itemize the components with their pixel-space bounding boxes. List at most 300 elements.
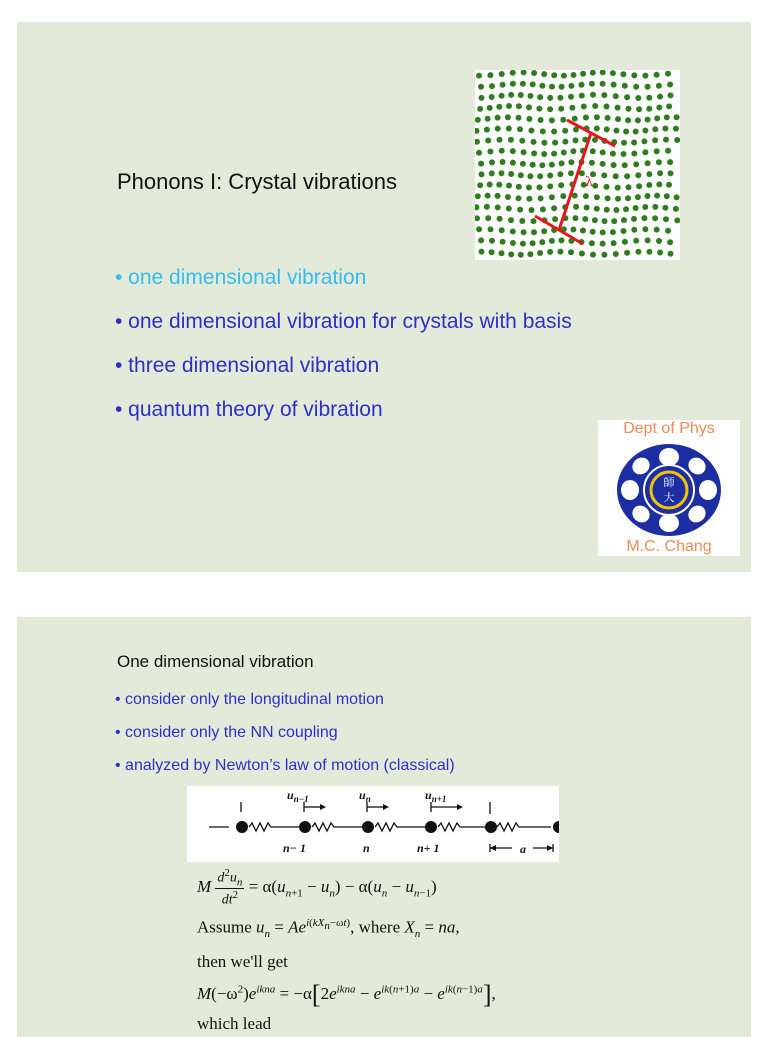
atom-dot	[573, 137, 579, 143]
atom-dot	[624, 173, 630, 179]
atom-dot	[589, 81, 595, 87]
atom-dot	[622, 83, 628, 89]
atom-dot	[510, 81, 516, 87]
atom-dot	[642, 128, 648, 134]
atom-dot	[506, 103, 512, 109]
atom-dot	[610, 229, 616, 235]
atom-dot	[510, 70, 516, 76]
atom-dot	[642, 226, 648, 232]
atom-dot	[590, 92, 596, 98]
atom-dot	[594, 206, 600, 212]
atom-dot	[562, 128, 568, 134]
atom-dot	[518, 172, 524, 178]
atom-dot	[485, 138, 491, 144]
atom-dot	[478, 161, 484, 167]
atom-dot	[570, 148, 576, 154]
atom-dot	[600, 149, 606, 155]
atom-dot	[645, 160, 651, 166]
atom-dot	[600, 161, 606, 167]
atom-dot	[626, 184, 632, 190]
atom-dot	[541, 228, 547, 234]
atom-dot	[594, 114, 600, 120]
a-label: a	[520, 842, 526, 856]
atom-dot	[499, 148, 505, 154]
atom-dot	[557, 95, 563, 101]
atom-dot	[613, 93, 619, 99]
atom-dot	[613, 207, 619, 213]
atom-dot	[646, 182, 652, 188]
atom-dot	[666, 103, 672, 109]
atom-dot	[590, 252, 596, 258]
atom-dot	[485, 116, 491, 122]
atom-dot	[526, 104, 532, 110]
slide-title: One dimensional vibration	[117, 652, 314, 671]
atom-dot	[635, 95, 641, 101]
atom-dot	[479, 95, 485, 101]
atom-dot	[666, 182, 672, 188]
atom-dot	[584, 205, 590, 211]
atom-dot	[520, 241, 526, 247]
atom-dot	[674, 194, 680, 200]
atom-dot	[506, 206, 512, 212]
atom-dot	[667, 159, 673, 165]
atom-dot	[589, 240, 595, 246]
atom-dot	[538, 195, 544, 201]
atom-dot	[497, 137, 503, 143]
atom-dot	[506, 126, 512, 132]
atom-dot	[590, 229, 596, 235]
atom-dot	[508, 171, 514, 177]
atom-dot	[623, 129, 629, 135]
atom-dot	[568, 170, 574, 176]
atom-dot	[657, 250, 663, 256]
atom-dot	[646, 106, 652, 112]
atom-dot	[642, 149, 648, 155]
atom-dot	[674, 217, 680, 223]
atom-dot	[477, 106, 483, 112]
atom-dot	[656, 159, 662, 165]
atom-dot	[536, 106, 542, 112]
atom-dot	[662, 205, 668, 211]
atom-dot	[645, 237, 651, 243]
atom-dot	[531, 70, 537, 76]
atom-dot	[549, 117, 555, 123]
crystal-lattice-figure	[475, 70, 680, 260]
u-prev-label: $u_{n-1}$	[287, 788, 309, 804]
atom-dot	[516, 195, 522, 201]
atom-dot	[631, 227, 637, 233]
then-text: then we'll get	[197, 952, 288, 971]
atom-dot	[547, 249, 553, 255]
atom-dot	[558, 182, 564, 188]
atom-dot	[657, 94, 663, 100]
atom-dot	[557, 171, 563, 177]
atom-dot	[518, 92, 524, 98]
atom-dot	[583, 115, 589, 121]
atom-dot	[521, 70, 527, 75]
atom-dot	[667, 82, 673, 88]
atom-dot	[499, 227, 505, 233]
atom-dot	[652, 137, 658, 143]
atom-dot	[592, 103, 598, 109]
atom-dot	[674, 137, 680, 143]
seal-char-1: 師	[663, 476, 675, 489]
atom-dot	[537, 94, 543, 100]
atom-dot	[668, 92, 674, 98]
atom-dot	[622, 239, 628, 245]
atom-dot	[487, 72, 493, 78]
atom-dot	[579, 82, 585, 88]
atom-dot	[516, 115, 522, 121]
atom-dot	[531, 150, 537, 156]
assumption-item: • analyzed by Newton’s law of motion (classical)	[115, 757, 455, 774]
atom-dot	[477, 182, 483, 188]
atom-dot	[611, 218, 617, 224]
atom-dot	[642, 73, 648, 79]
atom-dot	[495, 115, 501, 121]
atom-dot	[517, 207, 523, 213]
atom-dot	[625, 195, 631, 201]
equation-result: $M(-\omega^2)e^{ikna} = -\alpha[2e^{ikna} - e^{ik(n+1)a} - e^{ik(n-1)a}]$,	[197, 980, 496, 1009]
atom-dot	[620, 71, 626, 77]
equation-ansatz: Assume $u_n = Ae^{i(kX_n-\omega t)}$, where $X_n$ = na,	[197, 917, 460, 941]
atom-dot	[551, 205, 557, 211]
atom-dot	[654, 72, 660, 78]
atom-dot	[529, 207, 535, 213]
atom-dot	[552, 140, 558, 146]
atom-dot	[622, 162, 628, 168]
atom-dot	[506, 183, 512, 189]
atom-dot	[631, 216, 637, 222]
atom-dot	[600, 81, 606, 87]
atom-dot	[538, 117, 544, 123]
atom-dot	[656, 238, 662, 244]
n-next-label: n+ 1	[417, 841, 440, 855]
atom-dot	[479, 171, 485, 177]
atom-dot	[621, 140, 627, 146]
atom-dot	[531, 139, 537, 145]
atom-dot	[499, 170, 505, 176]
atom-dot	[485, 193, 491, 199]
atom-dot	[568, 83, 574, 89]
atom-dot	[510, 229, 516, 235]
atom-dot	[487, 149, 493, 155]
atom-dot	[560, 117, 566, 123]
atom-dot	[623, 206, 629, 212]
atom-dot	[654, 227, 660, 233]
atom-dot	[475, 193, 481, 199]
atom-dot	[665, 71, 671, 77]
assumption-item: • consider only the longitudinal motion	[115, 691, 384, 708]
atom-dot	[662, 126, 668, 132]
atom-dot	[500, 239, 506, 245]
atom-dot	[508, 92, 514, 98]
atom-dot	[475, 215, 480, 221]
atom-dot	[496, 182, 502, 188]
atom-dot	[582, 216, 588, 222]
atom-dot	[652, 126, 658, 132]
atom-dot	[635, 117, 641, 123]
atom-dot	[475, 204, 479, 210]
atom-dot	[633, 161, 639, 167]
atom-dot	[645, 193, 651, 199]
atom-dot	[652, 215, 658, 221]
atom-dot	[500, 82, 506, 88]
atom-dot	[610, 151, 616, 157]
atom-dot	[549, 238, 555, 244]
atom-dot	[615, 185, 621, 191]
atom-dot	[551, 151, 557, 157]
atom-dot	[539, 239, 545, 245]
topic-item-1d-basis[interactable]: • one dimensional vibration for crystals with basis	[115, 310, 572, 333]
assumption-item: • consider only the NN coupling	[115, 724, 338, 741]
atom-dot	[489, 249, 495, 255]
atom-dot	[579, 93, 585, 99]
atom-dot	[654, 115, 660, 121]
atom-dot	[560, 193, 566, 199]
logo-dept-text: Dept of Phys	[623, 420, 715, 437]
atom-dot	[631, 72, 637, 78]
atom-dot	[551, 72, 557, 78]
atom-dot	[516, 184, 522, 190]
atom-dot	[478, 84, 484, 90]
atom-dot	[610, 70, 616, 76]
atom-dot	[621, 151, 627, 157]
atom-dot	[520, 161, 526, 167]
atom-dot	[552, 216, 558, 222]
equation-newton: M $\frac{d^2u_n}{dt^2}$ = $\alpha(u_{n+1} - u_n) - \alpha(u_n - u_{n-1})$	[197, 867, 437, 909]
atom-dot	[602, 218, 608, 224]
atom-dot	[590, 70, 596, 76]
slide-title: Phonons I: Crystal vibrations	[117, 169, 398, 194]
atom-dot	[636, 106, 642, 112]
atom-dot	[559, 160, 565, 166]
atom-dot	[541, 71, 547, 77]
atom-dot	[530, 240, 536, 246]
atom-dot	[604, 184, 610, 190]
atom-dot	[673, 206, 679, 212]
atom-dot	[615, 116, 621, 122]
atom-dot	[571, 72, 577, 78]
atom-dot	[541, 151, 547, 157]
atom-dot	[528, 128, 534, 134]
atom-dot	[489, 94, 495, 100]
atom-dot	[487, 105, 493, 111]
atom-dot	[665, 148, 671, 154]
atom-dot	[508, 137, 514, 143]
atom-dot	[631, 140, 637, 146]
atom-dot	[510, 148, 516, 154]
atom-dot	[613, 173, 619, 179]
atom-dot	[600, 70, 606, 75]
atom-dot	[520, 81, 526, 87]
atom-dot	[558, 106, 564, 112]
atom-dot	[526, 196, 532, 202]
atom-dot	[580, 228, 586, 234]
atom-dot	[621, 228, 627, 234]
atom-dot	[635, 194, 641, 200]
atom-dot	[489, 159, 495, 165]
continuation-text: which lead	[197, 1014, 272, 1033]
atom-dot	[579, 251, 585, 257]
atom-dot	[505, 114, 511, 120]
atom-dot	[539, 83, 545, 89]
atom-dot	[652, 204, 658, 210]
atom-dot	[540, 128, 546, 134]
assume-text: Assume	[197, 917, 252, 937]
department-logo	[598, 420, 740, 556]
wavelength-label: λ	[585, 175, 594, 190]
u-n-label: $u_n$	[359, 788, 371, 804]
atom-dot	[484, 127, 490, 133]
atom-dot	[656, 181, 662, 187]
atom-dot	[605, 195, 611, 201]
atom-dot	[604, 126, 610, 132]
atom-dot	[613, 251, 619, 257]
spring-chain-svg	[187, 786, 559, 862]
atom-dot	[497, 216, 503, 222]
atom-dot	[605, 115, 611, 121]
atom-dot	[528, 93, 534, 99]
atom-dot	[547, 183, 553, 189]
atom-dot	[488, 226, 494, 232]
atom-dot	[668, 170, 674, 176]
atom-dot	[573, 215, 579, 221]
atom-dot	[641, 138, 647, 144]
atom-dot	[645, 84, 651, 90]
atom-dot	[590, 148, 596, 154]
atom-dot	[547, 106, 553, 112]
topic-item-quantum[interactable]: • quantum theory of vibration	[115, 398, 383, 421]
spring-chain-figure	[187, 786, 559, 862]
atom-dot	[547, 95, 553, 101]
atom-dot	[476, 150, 482, 156]
where-text: , where	[350, 917, 401, 937]
atom-dot	[642, 204, 648, 210]
atom-dot	[499, 93, 505, 99]
atom-dot	[673, 126, 679, 132]
atom-dot	[604, 207, 610, 213]
atom-dot	[621, 217, 627, 223]
atom-dot	[570, 227, 576, 233]
atom-dot	[475, 139, 480, 145]
atom-dot	[583, 193, 589, 199]
atom-dot	[581, 104, 587, 110]
atom-dot	[592, 217, 598, 223]
atom-dot	[667, 239, 673, 245]
n-prev-label: n− 1	[283, 841, 306, 855]
atom-dot	[519, 138, 525, 144]
atom-dot	[521, 229, 527, 235]
atom-dot	[663, 137, 669, 143]
atom-dot	[664, 193, 670, 199]
topic-item-1d[interactable]: • one dimensional vibration	[115, 266, 367, 289]
atom-dot	[600, 241, 606, 247]
atom-dot	[633, 238, 639, 244]
u-next-label: $u_{n+1}$	[425, 788, 447, 804]
atom-dot	[600, 229, 606, 235]
atom-dot	[657, 170, 663, 176]
atom-dot	[541, 140, 547, 146]
atom-dot	[559, 84, 565, 90]
atom-dot	[508, 217, 514, 223]
atom-dot	[489, 170, 495, 176]
atom-dot	[495, 204, 501, 210]
atom-dot	[489, 83, 495, 89]
atom-dot	[500, 159, 506, 165]
atom-dot	[557, 249, 563, 255]
atom-dot	[633, 84, 639, 90]
atom-dot	[668, 251, 674, 257]
assumption-list	[115, 683, 455, 782]
atom-dot	[664, 114, 670, 120]
atom-dot	[633, 129, 639, 135]
atom-dot	[646, 249, 652, 255]
atom-dot	[562, 139, 568, 145]
atom-dot	[476, 226, 482, 232]
atom-dot	[475, 128, 480, 134]
atom-dot	[537, 173, 543, 179]
atom-dot	[476, 73, 482, 79]
atom-dot	[641, 215, 647, 221]
atom-dot	[549, 162, 555, 168]
atom-dot	[499, 71, 505, 77]
atom-dot	[604, 104, 610, 110]
atom-dot	[654, 193, 660, 199]
slide-2	[17, 617, 751, 1037]
topic-item-3d[interactable]: • three dimensional vibration	[115, 354, 380, 377]
atom-dot	[516, 103, 522, 109]
atom-dot	[547, 173, 553, 179]
atom-dot	[484, 204, 490, 210]
atom-dot	[568, 94, 574, 100]
seal-char-2: 大	[663, 491, 675, 504]
atom-dot	[549, 84, 555, 90]
atom-dot	[531, 218, 537, 224]
atom-dot	[487, 182, 493, 188]
slide-1	[17, 22, 751, 572]
atom-dot	[611, 82, 617, 88]
atom-dot	[656, 105, 662, 111]
atom-dot	[674, 114, 680, 120]
atom-dot	[489, 238, 495, 244]
atom-dot	[505, 194, 511, 200]
atom-dot	[475, 117, 481, 123]
atom-dot	[635, 172, 641, 178]
topic-list	[115, 256, 572, 432]
atom-dot	[625, 117, 631, 123]
atom-dot	[611, 240, 617, 246]
atom-dot	[531, 229, 537, 235]
atom-dot	[568, 249, 574, 255]
atom-dot	[485, 215, 491, 221]
n-label: n	[363, 841, 370, 855]
atom-dot	[526, 116, 532, 122]
atom-dot	[656, 83, 662, 89]
atom-dot	[478, 237, 484, 243]
atom-dot	[521, 149, 527, 155]
logo-author-text: M.C. Chang	[626, 538, 712, 555]
atom-dot	[572, 116, 578, 122]
atom-dot	[646, 95, 652, 101]
atom-dot	[530, 81, 536, 87]
atom-dot	[517, 126, 523, 132]
atom-dot	[526, 185, 532, 191]
lattice-svg	[475, 70, 680, 260]
atom-dot	[601, 252, 607, 258]
atom-dot	[633, 205, 639, 211]
atom-dot	[615, 105, 621, 111]
